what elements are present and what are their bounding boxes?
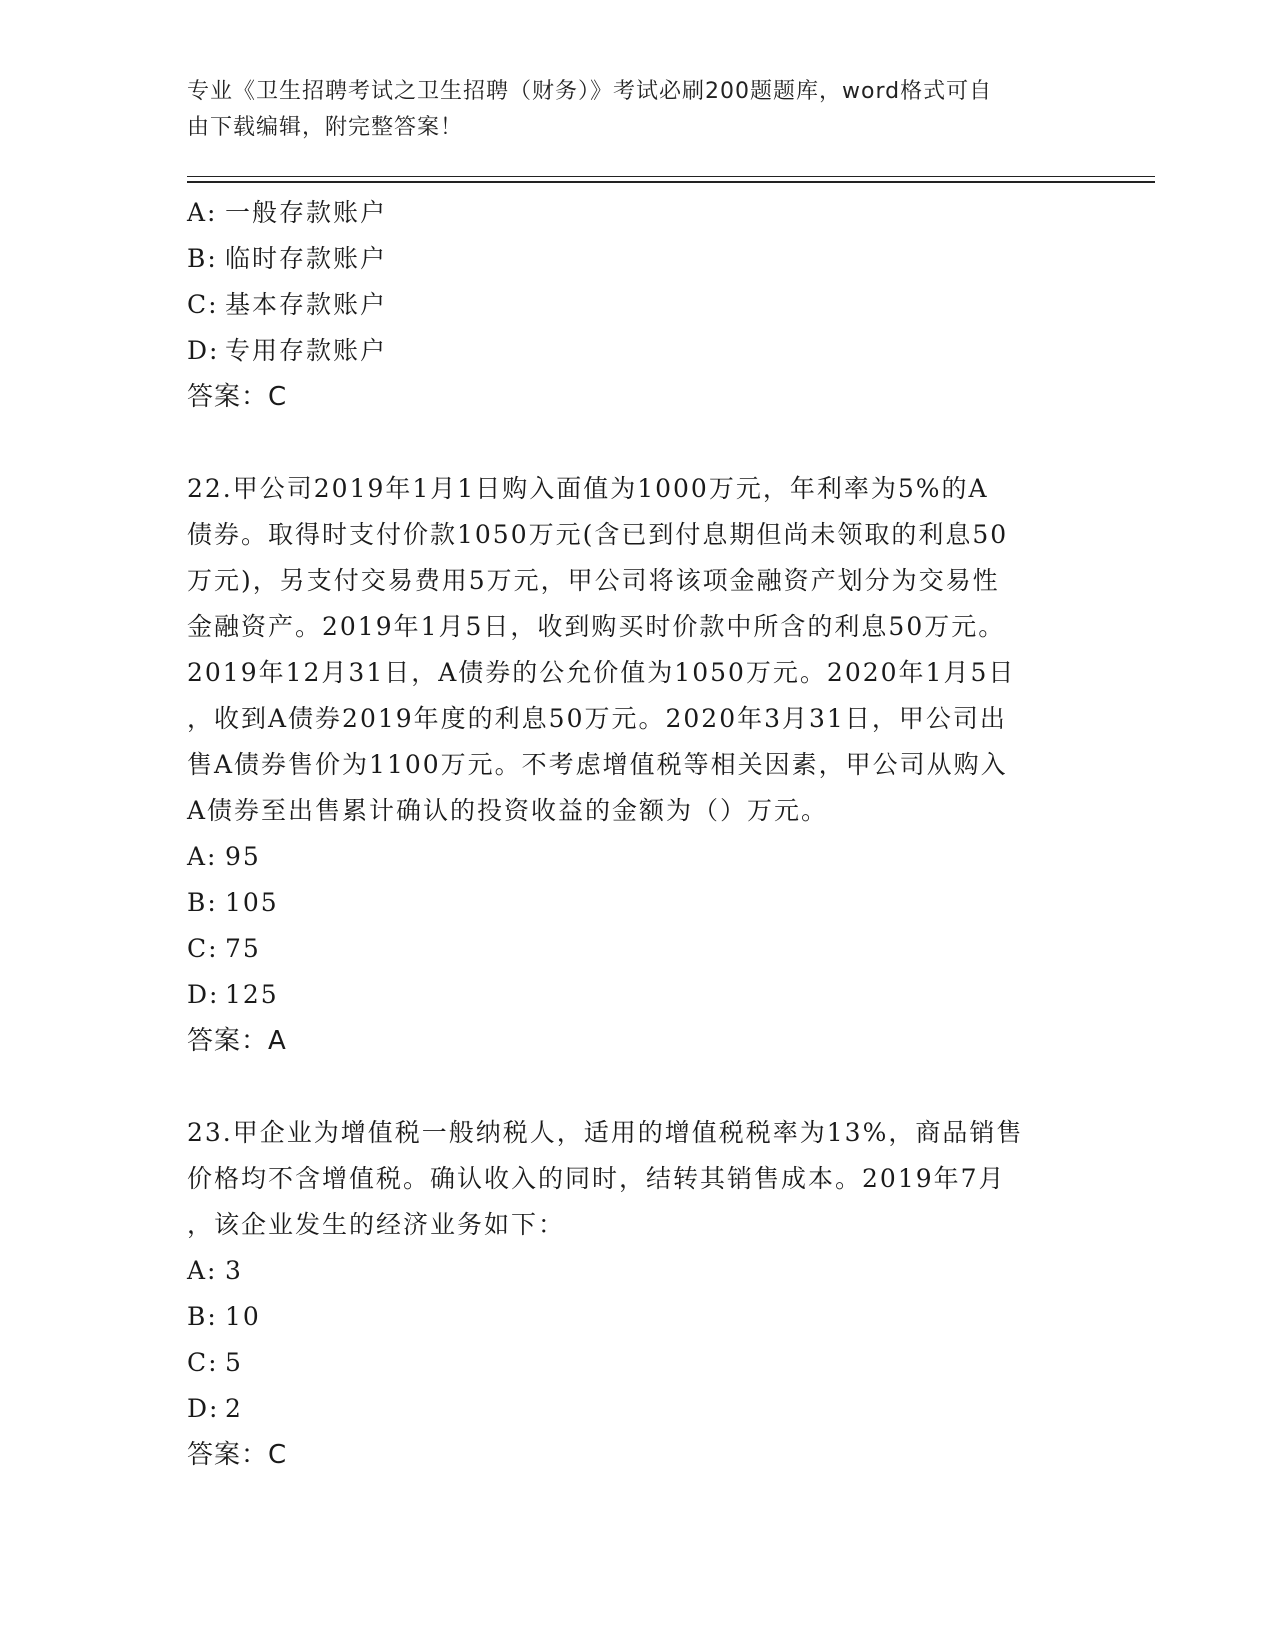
question-text-line: 22.甲公司2019年1月1日购入面值为1000万元，年利率为5%的A — [187, 474, 989, 503]
spacer — [187, 1064, 1087, 1110]
option-text: 10 — [225, 1302, 261, 1331]
header-line-1: 专业《卫生招聘考试之卫生招聘（财务）》考试必刷200题题库，word格式可自 — [187, 79, 993, 104]
option-key: C: — [187, 1348, 219, 1377]
question-list — [187, 190, 1087, 1478]
option-text: 专用存款账户 — [225, 336, 388, 365]
option-key: A: — [187, 1256, 218, 1285]
option-b — [187, 236, 1087, 282]
option-a — [187, 834, 1087, 880]
option-d — [187, 1386, 1087, 1432]
option-text: 105 — [225, 888, 279, 917]
spacer — [187, 420, 1087, 466]
option-text: 75 — [225, 934, 261, 963]
option-text: 基本存款账户 — [225, 290, 388, 319]
option-c — [187, 282, 1087, 328]
option-key: D: — [187, 980, 220, 1009]
option-text: 95 — [225, 842, 261, 871]
option-text: 临时存款账户 — [225, 244, 388, 273]
option-text: 5 — [225, 1348, 243, 1377]
option-key: A: — [187, 842, 218, 871]
option-key: B: — [187, 888, 218, 917]
document-header — [187, 74, 1067, 146]
question-text-line: 万元)，另支付交易费用5万元，甲公司将该项金融资产划分为交易性 — [187, 566, 1000, 595]
option-b — [187, 880, 1087, 926]
question-text-line: 价格均不含增值税。确认收入的同时，结转其销售成本。2019年7月 — [187, 1164, 1006, 1193]
option-key: D: — [187, 1394, 220, 1423]
header-line-2: 由下载编辑，附完整答案！ — [187, 115, 464, 140]
question-text-line: 售A债券售价为1100万元。不考虑增值税等相关因素，甲公司从购入 — [187, 750, 1008, 779]
header-divider-thin — [187, 176, 1155, 177]
question-text-line: ，收到A债券2019年度的利息50万元。2020年3月31日，甲公司出 — [187, 704, 1007, 733]
option-key: C: — [187, 290, 219, 319]
question-text-line: 23.甲企业为增值税一般纳税人，适用的增值税税率为13%，商品销售 — [187, 1118, 1024, 1147]
question-text-line: ，该企业发生的经济业务如下： — [187, 1210, 566, 1239]
option-a — [187, 1248, 1087, 1294]
option-d — [187, 328, 1087, 374]
option-key: B: — [187, 244, 218, 273]
option-text: 3 — [225, 1256, 243, 1285]
question-text-line: A债券至出售累计确认的投资收益的金额为（）万元。 — [187, 796, 829, 825]
question-22 — [187, 466, 1087, 1064]
answer: 答案：C — [187, 382, 288, 412]
option-a — [187, 190, 1087, 236]
question-text — [187, 466, 1087, 834]
header-divider-thick — [187, 181, 1155, 183]
option-key: B: — [187, 1302, 218, 1331]
answer: 答案：A — [187, 1026, 287, 1056]
option-text: 2 — [225, 1394, 243, 1423]
option-text: 125 — [225, 980, 279, 1009]
option-c — [187, 1340, 1087, 1386]
option-b — [187, 1294, 1087, 1340]
question-21 — [187, 190, 1087, 420]
option-c — [187, 926, 1087, 972]
option-key: A: — [187, 198, 218, 227]
question-text-line: 债券。取得时支付价款1050万元(含已到付息期但尚未领取的利息50 — [187, 520, 1009, 549]
option-text: 一般存款账户 — [225, 198, 388, 227]
option-key: D: — [187, 336, 220, 365]
question-text — [187, 1110, 1087, 1248]
answer: 答案：C — [187, 1440, 288, 1470]
option-key: C: — [187, 934, 219, 963]
option-d — [187, 972, 1087, 1018]
question-text-line: 2019年12月31日，A债券的公允价值为1050万元。2020年1月5日 — [187, 658, 1016, 687]
question-23 — [187, 1110, 1087, 1478]
question-text-line: 金融资产。2019年1月5日，收到购买时价款中所含的利息50万元。 — [187, 612, 1006, 641]
